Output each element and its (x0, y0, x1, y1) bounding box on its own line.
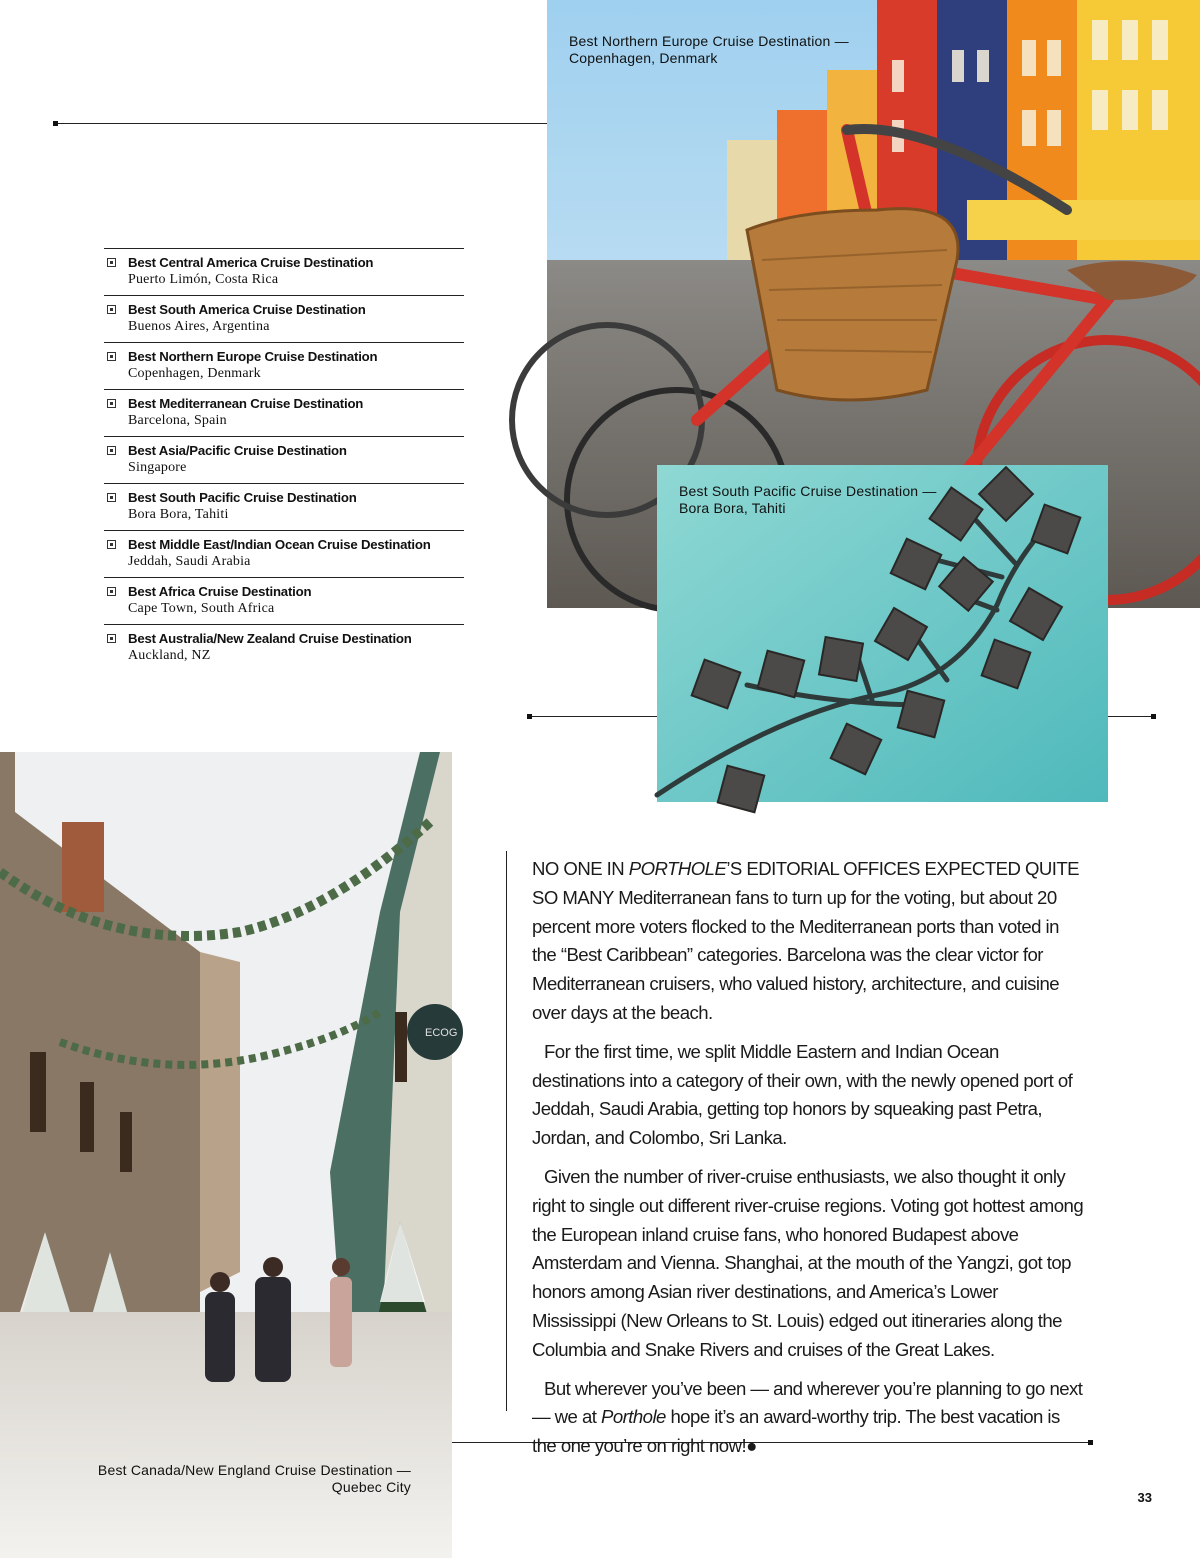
article-paragraph: NO ONE IN PORTHOLE’S EDITORIAL OFFICES EXPECTED QUITE SO MANY Mediterranean fans to turn up for the voting, but about 20 percent more voters flocked to the Mediterranean ports than voted in the “Best Caribbean” categories. Barcelona was the clear victor for Mediterranean cruisers, who valued history, architecture, and cuisine over days at the beach. (532, 858, 1080, 1023)
award-destination: Auckland, NZ (128, 648, 211, 663)
checkbox-icon (107, 305, 116, 314)
award-item (104, 624, 464, 671)
bora-bora-caption (679, 483, 937, 517)
caption-line: Best Northern Europe Cruise Destination — (569, 33, 849, 49)
checkbox-icon (107, 493, 116, 502)
checkbox-icon (107, 587, 116, 596)
checkbox-icon (107, 634, 116, 643)
lead-in: NO ONE IN PORTHOLE’S EDITORIAL OFFICES EXPECTED QUITE SO MANY (532, 858, 1080, 908)
end-mark: ● (746, 1435, 757, 1457)
award-category: Best Australia/New Zealand Cruise Destination (128, 631, 412, 646)
award-item (104, 483, 464, 530)
award-category: Best Mediterranean Cruise Destination (128, 396, 364, 411)
shop-sign-text: ECOG (425, 1027, 458, 1039)
award-item (104, 342, 464, 389)
award-item (104, 436, 464, 483)
award-category: Best Asia/Pacific Cruise Destination (128, 443, 347, 458)
award-item (104, 530, 464, 577)
quebec-photo (0, 752, 458, 1558)
award-destination: Singapore (128, 460, 187, 475)
award-destination: Copenhagen, Denmark (128, 366, 261, 381)
caption-line: Bora Bora, Tahiti (679, 500, 786, 516)
rule-endpoint (1088, 1440, 1093, 1445)
award-item (104, 389, 464, 436)
rule-endpoint (53, 121, 58, 126)
checkbox-icon (107, 352, 116, 361)
article-paragraph: But wherever you’ve been — and wherever you’re planning to go next — we at Porthole hope it’s an award-worthy trip. The best vacation is the one you’re on right now!● (532, 1377, 1083, 1457)
checkbox-icon (107, 446, 116, 455)
award-destination: Buenos Aires, Argentina (128, 319, 270, 334)
award-category: Best Middle East/Indian Ocean Cruise Destination (128, 537, 431, 552)
caption-line: Best South Pacific Cruise Destination — (679, 483, 937, 499)
page-number: 33 (1137, 1490, 1152, 1505)
award-item (104, 248, 464, 295)
award-category: Best South America Cruise Destination (128, 302, 366, 317)
award-category: Best Northern Europe Cruise Destination (128, 349, 378, 364)
award-list (104, 248, 464, 671)
publication-name: Porthole (600, 1406, 666, 1428)
checkbox-icon (107, 540, 116, 549)
award-category: Best Africa Cruise Destination (128, 584, 312, 599)
article-paragraph: For the first time, we split Middle Eastern and Indian Ocean destinations into a category of their own, with the newly opened port of Jeddah, Saudi Arabia, getting top honors by squeaking past Petra, Jordan, and Colombo, Sri Lanka. (532, 1040, 1073, 1149)
award-destination: Puerto Limón, Costa Rica (128, 272, 279, 287)
award-category: Best South Pacific Cruise Destination (128, 490, 357, 505)
caption-line: Quebec City (331, 1479, 411, 1495)
award-destination: Cape Town, South Africa (128, 601, 275, 616)
article-body (532, 855, 1084, 1471)
award-item (104, 577, 464, 624)
award-destination: Bora Bora, Tahiti (128, 507, 229, 522)
article-paragraph: Given the number of river-cruise enthusiasts, we also thought it only right to single out different river-cruise regions. Voting got hottest among the European inland cruise fans, who honored Budapest above Amsterdam and Vienna. Shanghai, at the mouth of the Yangzi, got top honors among Asian river destinations, and America’s Lower Mississippi (New Orleans to St. Louis) edged out itineraries along the Columbia and Snake Rivers and cruises of the Great Lakes. (532, 1165, 1084, 1360)
top-left-rule (56, 123, 548, 124)
article-divider (506, 851, 507, 1411)
copenhagen-caption (569, 33, 849, 67)
rule-endpoint (527, 714, 532, 719)
checkbox-icon (107, 258, 116, 267)
caption-line: Best Canada/New England Cruise Destination — (97, 1462, 411, 1478)
quebec-caption (95, 1462, 411, 1496)
award-destination: Jeddah, Saudi Arabia (128, 554, 251, 569)
caption-line: Copenhagen, Denmark (569, 50, 718, 66)
award-item (104, 295, 464, 342)
rule-endpoint (1151, 714, 1156, 719)
award-category: Best Central America Cruise Destination (128, 255, 374, 270)
award-destination: Barcelona, Spain (128, 413, 227, 428)
publication-name: PORTHOLE (628, 858, 727, 879)
checkbox-icon (107, 399, 116, 408)
